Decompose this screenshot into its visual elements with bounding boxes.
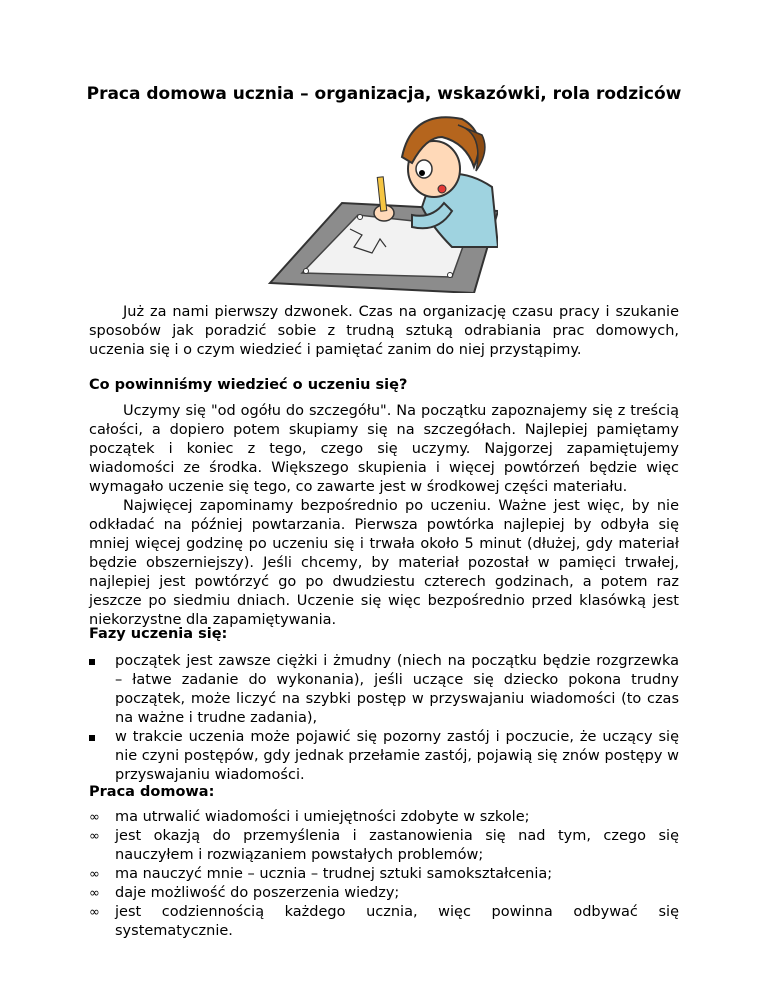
intro-paragraph: Już za nami pierwszy dzwonek. Czas na organizację czasu pracy i szukanie sposobów jak poradzić sobie z trudną sztuką odrabiania prac domowych, uczenia się i o czym wiedzieć i pamiętać zanim do niej przystąpimy.	[89, 304, 679, 358]
list-item: ∞ ma utrwalić wiadomości i umiejętności zdobyte w szkole;	[89, 809, 530, 825]
infinity-bullet-icon: ∞	[89, 829, 100, 844]
infinity-bullet-icon: ∞	[89, 905, 100, 920]
learning-paragraph-1: Uczymy się "od ogółu do szczegółu". Na początku zapoznajemy się z treścią całości, a dopiero potem skupiamy się na szczegółach. Najlepiej pamiętamy początek i koniec z tego, czego się uczymy. Najgorzej zapamiętujemy wiadomości ze środka. Większego skupienia i więcej powtórzeń będzie więc wymagało uczenie się tego, co zawarte jest w środkowej części materiału.	[89, 403, 679, 495]
infinity-bullet-icon: ∞	[89, 810, 100, 825]
infinity-bullet-icon: ∞	[89, 867, 100, 882]
list-item: ∞ jest okazją do przemyślenia i zastanowienia się nad tym, czego się nauczyłem i rozwiązaniem powstałych problemów;	[89, 828, 679, 863]
section-heading-homework: Praca domowa:	[89, 784, 215, 800]
square-bullet-icon	[89, 735, 95, 741]
learning-paragraph-2: Najwięcej zapominamy bezpośrednio po uczeniu. Ważne jest więc, by nie odkładać na później powtarzania. Pierwsza powtórka najlepiej by odbyła się mniej więcej godzinę po uczeniu się i trwała około 5 minut (dłużej, gdy materiał będzie obszerniejszy). Jeśli chcemy, by materiał pozostał w pamięci trwałej, najlepiej jest powtórzyć go po dwudziestu czterech godzinach, a potem raz jeszcze po siedmiu dniach. Uczenie się więc bezpośrednio przed klasówką jest niekorzystne dla zapamiętywania.	[89, 498, 679, 628]
student-drawing-illustration	[262, 107, 498, 293]
list-item: w trakcie uczenia może pojawić się pozorny zastój i poczucie, że uczący się nie czyni postępów, gdy jednak przełamie zastój, pojawią się znów postępy w przyswajaniu wiadomości.	[89, 728, 679, 785]
section-heading-phases: Fazy uczenia się:	[89, 626, 228, 642]
page-title: Praca domowa ucznia – organizacja, wskazówki, rola rodziców	[86, 84, 682, 104]
square-bullet-icon	[89, 659, 95, 665]
infinity-bullet-icon: ∞	[89, 886, 100, 901]
homework-list	[89, 808, 679, 941]
list-item: ∞ jest codziennością każdego ucznia, więc powinna odbywać się systematycznie.	[89, 904, 679, 939]
list-item: początek jest zawsze ciężki i żmudny (niech na początku będzie rozgrzewka – łatwe zadanie do wykonania), jeśli uczące się dziecko pokona trudny początek, może liczyć na szybki postęp w przyswajaniu wiadomości (to czas na ważne i trudne zadania),	[89, 652, 679, 728]
phases-list	[89, 652, 679, 785]
list-item: ∞ daje możliwość do poszerzenia wiedzy;	[89, 885, 400, 901]
list-item: ∞ ma nauczyć mnie – ucznia – trudnej sztuki samokształcenia;	[89, 866, 553, 882]
section-heading-learning: Co powinniśmy wiedzieć o uczeniu się?	[89, 377, 408, 393]
